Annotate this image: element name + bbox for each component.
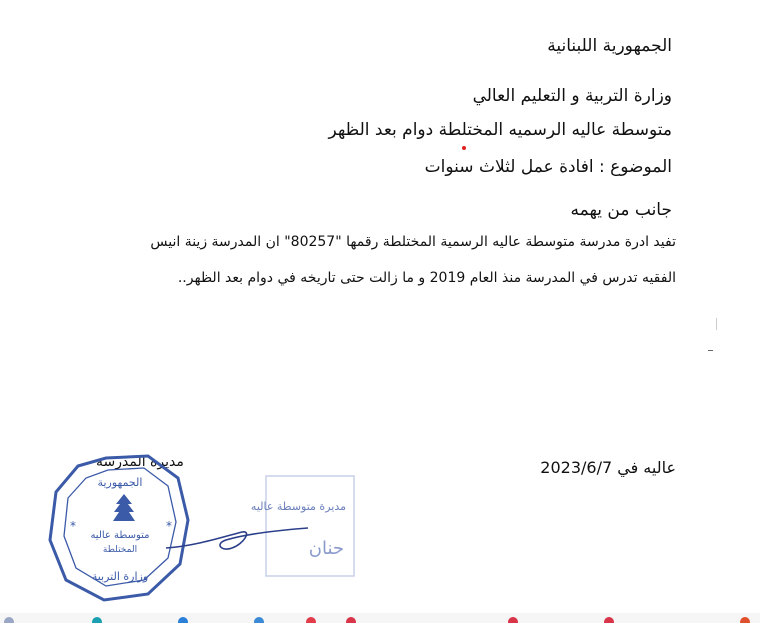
republic-heading: الجمهورية اللبنانية	[547, 36, 672, 56]
school-heading: متوسطة عاليه الرسميه المختلطة دوام بعد الظهر	[328, 120, 672, 140]
ministry-heading: وزارة التربية و التعليم العالي	[472, 86, 672, 106]
stamp-box-text: مديرة متوسطة عاليه	[250, 500, 346, 513]
app-icon[interactable]	[740, 617, 750, 623]
gear-icon[interactable]	[4, 617, 14, 623]
app-icon[interactable]	[604, 617, 614, 623]
cedar-icon	[113, 494, 135, 521]
divider-mark	[708, 350, 713, 351]
app-icon[interactable]	[508, 617, 518, 623]
stamp-center-text: متوسطة عاليه	[90, 530, 150, 541]
stamp-top-text: الجمهورية	[97, 476, 143, 489]
app-icon[interactable]	[306, 617, 316, 623]
date-line: عاليه في 2023/6/7	[540, 458, 676, 477]
star-icon: *	[166, 519, 172, 533]
signer-title: مديرة المدرسة	[96, 454, 184, 470]
stamp-center-text: المختلطة	[102, 545, 138, 555]
stamp-box	[266, 476, 354, 576]
app-icon[interactable]	[346, 617, 356, 623]
body-paragraph-line-2: الفقيه تدرس في المدرسة منذ العام 2019 و ما زالت حتى تاريخه في دوام بعد الظهر..	[177, 270, 676, 286]
body-paragraph-line-1: تفيد ادرة مدرسة متوسطة عاليه الرسمية المختلطة رقمها "80257" ان المدرسة زينة انيس	[150, 234, 676, 250]
to-whom-line: جانب من يهمه	[570, 200, 672, 220]
app-icon[interactable]	[254, 617, 264, 623]
taskbar	[0, 613, 760, 623]
official-stamp	[46, 452, 376, 612]
browser-icon[interactable]	[92, 617, 102, 623]
red-mark	[462, 146, 466, 150]
divider-mark	[716, 318, 717, 330]
stamp-bottom-text: وزارة التربية	[91, 570, 149, 583]
subject-line: الموضوع : افادة عمل لثلاث سنوات	[424, 157, 672, 177]
star-icon: *	[70, 519, 76, 533]
app-icon[interactable]	[178, 617, 188, 623]
stamp-signature-name: حنان	[308, 538, 344, 559]
